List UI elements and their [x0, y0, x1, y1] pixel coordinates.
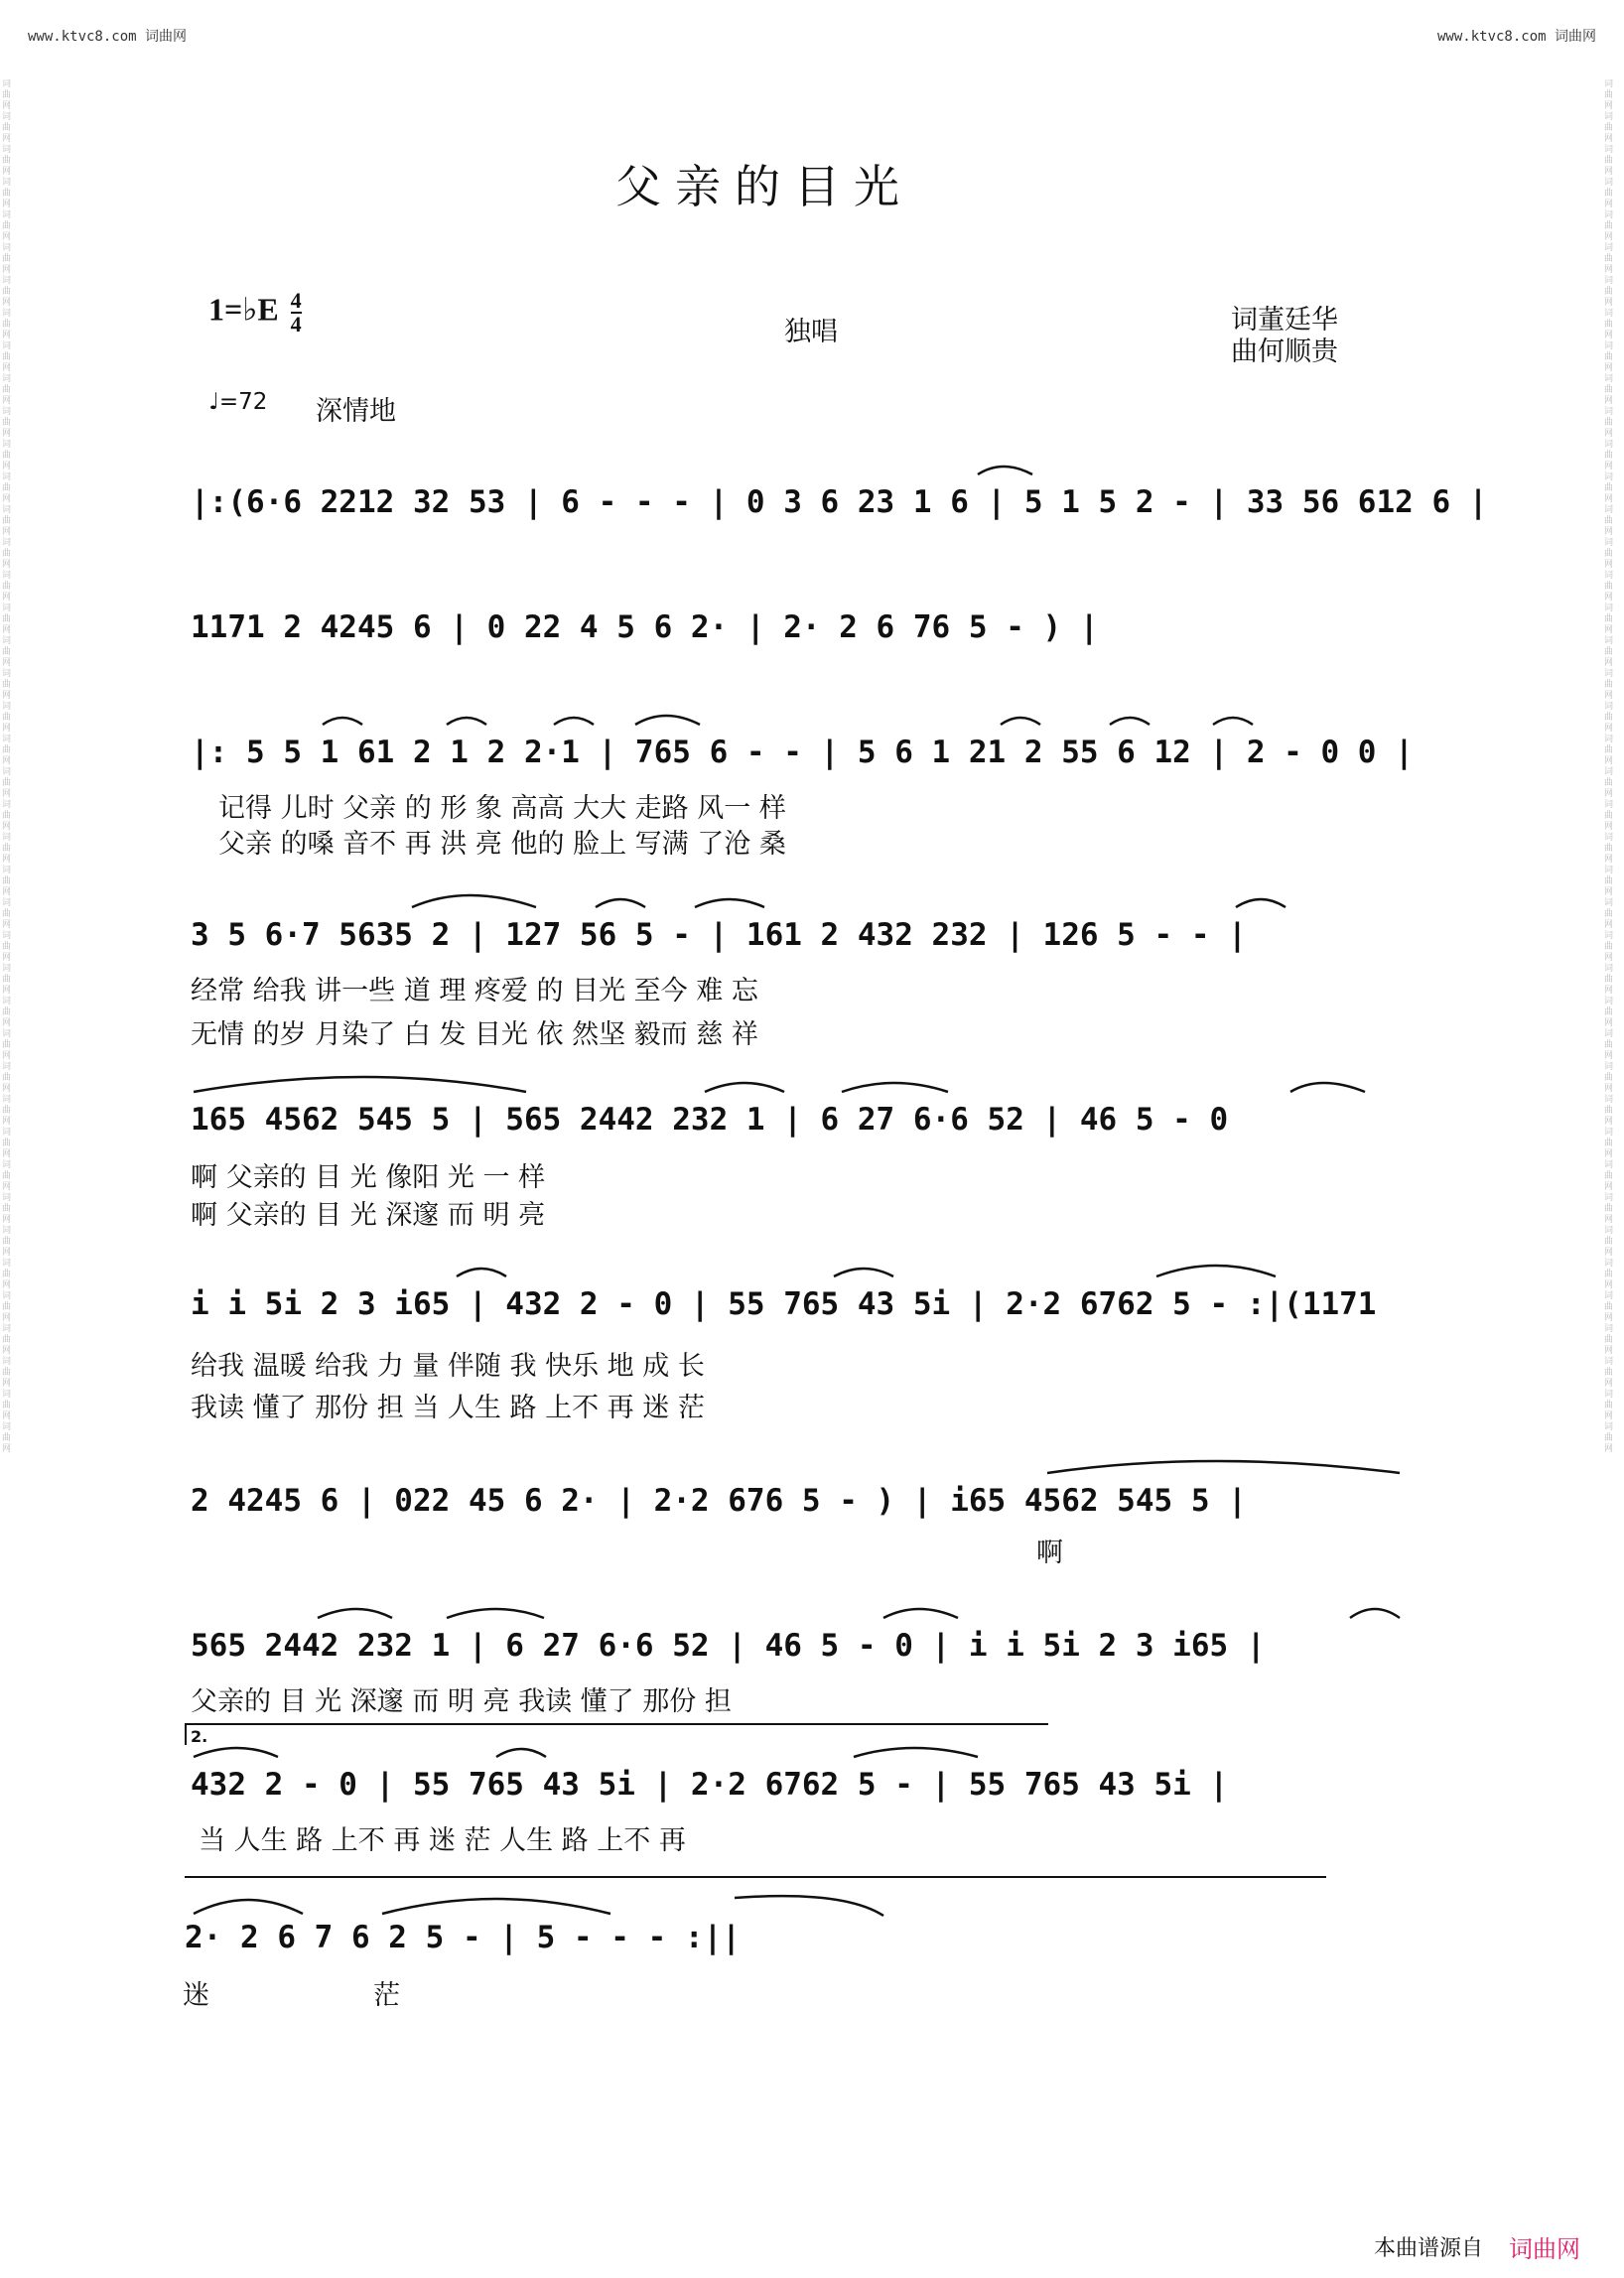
slur — [194, 1748, 278, 1757]
slur — [1236, 899, 1286, 907]
tempo-marking: ♩=72 — [208, 389, 268, 415]
slur — [554, 718, 594, 725]
slur — [447, 1609, 544, 1618]
lyric-line-3a: 记得 儿时 父亲 的 形 象 高高 大大 走路 风一 样 — [218, 793, 786, 824]
composer: 曲何顺贵 — [1231, 336, 1338, 367]
lyric-line-6a: 给我 温暖 给我 力 量 伴随 我 快乐 地 成 长 — [191, 1351, 705, 1382]
lyric-line-10a: 迷 — [183, 1980, 209, 2011]
slur — [1001, 718, 1040, 725]
slur — [596, 899, 645, 907]
key-text: 1=♭E — [208, 291, 279, 328]
time-sig-top: 4 — [290, 288, 302, 313]
slur — [457, 1269, 506, 1276]
song-title: 父亲的目光 — [615, 160, 913, 213]
notation-line-7: 2 4245 6 | 022 45 6 2· | 2·2 676 5 - ) | i65 4562 545 5 | — [191, 1483, 1247, 1519]
slur — [695, 899, 764, 907]
slur — [1213, 718, 1253, 725]
slur — [705, 1083, 784, 1092]
lyric-line-9: 当 人生 路 上不 再 迷 茫 人生 路 上不 再 — [199, 1825, 686, 1856]
slur — [978, 467, 1032, 474]
notation-line-9: 432 2 - 0 | 55 765 43 5i | 2·2 6762 5 - | 55 765 43 5i | — [191, 1767, 1229, 1803]
slur — [635, 716, 700, 725]
header-left-url[interactable]: www.ktvc8.com 词曲网 — [28, 29, 188, 45]
slur — [194, 1900, 303, 1914]
slur — [1047, 1461, 1400, 1473]
slur — [842, 1083, 948, 1092]
slur — [1290, 1083, 1365, 1092]
notation-line-8: 565 2442 232 1 | 6 27 6·6 52 | 46 5 - 0 | i i 5i 2 3 i65 | — [191, 1628, 1266, 1664]
slur — [382, 1899, 610, 1914]
lyric-line-6b: 我读 懂了 那份 担 当 人生 路 上不 再 迷 茫 — [191, 1393, 705, 1423]
slur — [854, 1748, 978, 1757]
right-watermark: 词曲网词曲网词曲网词曲网词曲网词曲网词曲网词曲网词曲网词曲网词曲网词曲网词曲网词曲网词曲网词曲网词曲网词曲网词曲网词曲网词曲网词曲网词曲网词曲网词曲网词曲网词曲网词曲网词曲网词曲网词曲网词曲网词曲网词曲网词曲网词曲网词曲网词曲网词曲网词曲网词曲网词曲网 — [1604, 79, 1614, 1454]
lyricist: 词董廷华 — [1231, 305, 1338, 335]
volta-label: 2. — [191, 1727, 208, 1746]
slur — [496, 1749, 546, 1757]
lyric-line-7: 啊 — [1036, 1538, 1063, 1568]
notation-line-6: i i 5i 2 3 i65 | 432 2 - 0 | 55 765 43 5i | 2·2 6762 5 - :|(1171 — [191, 1286, 1377, 1322]
lyric-line-10b: 茫 — [373, 1980, 400, 2011]
footer-brand-link[interactable]: 词曲网 — [1509, 2235, 1580, 2263]
lyric-line-5a: 啊 父亲的 目 光 像阳 光 一 样 — [191, 1162, 546, 1193]
slur — [1110, 718, 1150, 725]
notation-line-3: |: 5 5 1 61 2 1 2 2·1 | 765 6 - - | 5 6 1 21 2 55 6 12 | 2 - 0 0 | — [191, 735, 1414, 770]
notation-line-1: |:(6·6 2212 32 53 | 6 - - - | 0 3 6 23 1 6 | 5 1 5 2 - | 33 56 612 6 | — [191, 484, 1488, 520]
slur — [323, 718, 362, 725]
slur — [834, 1269, 893, 1276]
slur — [412, 895, 536, 907]
header-right-url[interactable]: www.ktvc8.com 词曲网 — [1437, 29, 1597, 45]
lyric-line-5b: 啊 父亲的 目 光 深邃 而 明 亮 — [191, 1200, 546, 1231]
slur — [447, 718, 486, 725]
slur — [1156, 1266, 1276, 1276]
performance-type: 独唱 — [784, 317, 838, 347]
lyric-line-3b: 父亲 的嗓 音不 再 洪 亮 他的 脸上 写满 了沧 桑 — [218, 829, 786, 860]
slur — [883, 1609, 958, 1618]
time-sig-bottom: 4 — [290, 312, 302, 336]
slur — [318, 1609, 392, 1618]
expression-marking: 深情地 — [316, 396, 396, 427]
left-watermark: 词曲网词曲网词曲网词曲网词曲网词曲网词曲网词曲网词曲网词曲网词曲网词曲网词曲网词曲网词曲网词曲网词曲网词曲网词曲网词曲网词曲网词曲网词曲网词曲网词曲网词曲网词曲网词曲网词曲网词曲网词曲网词曲网词曲网词曲网词曲网词曲网词曲网词曲网词曲网词曲网词曲网词曲网 — [2, 79, 12, 1454]
footer-source: 本曲谱源自 — [1374, 2236, 1484, 2261]
slur — [1350, 1609, 1400, 1618]
lyric-line-8: 父亲的 目 光 深邃 而 明 亮 我读 懂了 那份 担 — [191, 1686, 732, 1717]
lyric-line-4a: 经常 给我 讲一些 道 理 疼爱 的 目光 至今 难 忘 — [191, 976, 758, 1006]
slur — [735, 1896, 883, 1916]
notation-line-10: 2· 2 6 7 6 2 5 - | 5 - - - :|| — [185, 1920, 741, 1955]
lyric-line-4b: 无情 的岁 月染了 白 发 目光 依 然坚 毅而 慈 祥 — [191, 1019, 758, 1050]
slur — [194, 1077, 526, 1092]
notation-line-5: 165 4562 545 5 | 565 2442 232 1 | 6 27 6·6 52 | 46 5 - 0 — [191, 1102, 1229, 1138]
notation-line-4: 3 5 6·7 5635 2 | 127 56 5 - | 161 2 432 232 | 126 5 - - | — [191, 917, 1247, 953]
notation-line-2: 1171 2 4245 6 | 0 22 4 5 6 2· | 2· 2 6 76 5 - ) | — [191, 609, 1099, 645]
